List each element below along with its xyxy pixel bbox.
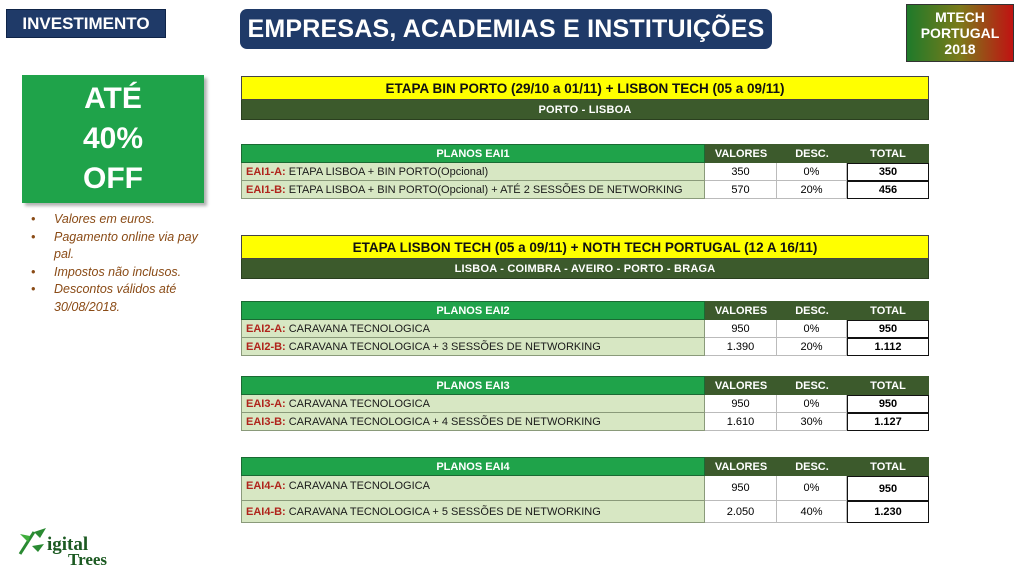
plan-description: ETAPA LISBOA + BIN PORTO(Opcional) + ATÉ 2 SESSÕES DE NETWORKING [288,183,683,196]
stage-title: ETAPA BIN PORTO (29/10 a 01/11) + LISBON TECH (05 a 09/11) [241,76,929,100]
plan-header: PLANOS EAI1 [241,144,705,163]
total-cell: 1.112 [847,338,929,356]
logo-text-trees: Trees [68,550,108,569]
total-cell: 1.230 [847,501,929,523]
promo-line: ATÉ [84,82,142,115]
mtech-portugal-logo [906,4,1014,62]
discount-cell: 0% [777,395,847,413]
note-item: • Impostos não inclusos. [28,264,208,282]
column-values: VALORES [705,376,777,395]
promo-line: 40% [82,122,144,155]
total-cell: 950 [847,320,929,338]
discount-cell: 20% [777,338,847,356]
column-total: TOTAL [847,376,929,395]
table-row [241,163,929,181]
value-cell: 350 [705,163,777,181]
column-values: VALORES [705,144,777,163]
column-discount: DESC. [777,457,847,476]
total-cell: 456 [847,181,929,199]
plan-name-cell [241,395,705,413]
value-cell: 2.050 [705,501,777,523]
column-values: VALORES [705,457,777,476]
column-discount: DESC. [777,144,847,163]
plan-code: EAI4-A: [246,480,286,492]
stage-banner-1 [241,76,929,120]
plan-description: CARAVANA TECNOLOGICA + 3 SESSÕES DE NETWORKING [288,340,601,353]
plan-name-cell [241,476,705,501]
promo-line: OFF [83,162,143,195]
mtech-logo-line: PORTUGAL [920,25,1000,41]
conditions-notes [28,211,208,316]
logo-text-digital: igital [47,534,89,555]
plan-header: PLANOS EAI3 [241,376,705,395]
stage-cities: PORTO - LISBOA [241,100,929,120]
plan-header: PLANOS EAI4 [241,457,705,476]
plan-name-cell [241,163,705,181]
plan-name-cell [241,181,705,199]
plan-description: CARAVANA TECNOLOGICA [288,322,430,335]
value-cell: 950 [705,476,777,501]
plan-code: EAI1-A: [246,165,286,178]
digital-trees-logo [16,522,126,568]
column-discount: DESC. [777,376,847,395]
plan-code: EAI1-B: [246,183,286,196]
value-cell: 950 [705,395,777,413]
table-row [241,476,929,501]
column-total: TOTAL [847,144,929,163]
plan-code: EAI4-B: [246,505,286,518]
plan-description: CARAVANA TECNOLOGICA [288,480,430,492]
note-item: • Valores em euros. [28,211,208,229]
stage-cities: LISBOA - COIMBRA - AVEIRO - PORTO - BRAGA [241,259,929,279]
mtech-logo-line: MTECH [935,9,985,25]
value-cell: 570 [705,181,777,199]
total-cell: 350 [847,163,929,181]
column-discount: DESC. [777,301,847,320]
plan-code: EAI3-A: [246,397,286,410]
table-row [241,413,929,431]
mtech-logo-line: 2018 [944,41,976,57]
investment-badge: INVESTIMENTO [6,9,166,38]
column-total: TOTAL [847,301,929,320]
plan-table-eai2 [241,301,929,356]
plan-code: EAI3-B: [246,415,286,428]
total-cell: 950 [847,476,929,501]
plan-table-eai4 [241,457,929,523]
plan-description: CARAVANA TECNOLOGICA [288,397,430,410]
plan-name-cell [241,320,705,338]
table-row [241,320,929,338]
plan-name-cell [241,338,705,356]
plan-header: PLANOS EAI2 [241,301,705,320]
plan-description: CARAVANA TECNOLOGICA + 4 SESSÕES DE NETWORKING [288,415,601,428]
table-row [241,395,929,413]
discount-cell: 40% [777,501,847,523]
plan-name-cell [241,501,705,523]
table-row [241,501,929,523]
column-values: VALORES [705,301,777,320]
discount-promo-box [22,75,204,203]
value-cell: 1.610 [705,413,777,431]
page-title: EMPRESAS, ACADEMIAS E INSTITUIÇÕES [240,9,772,49]
note-item: • Pagamento online via pay pal. [28,229,208,264]
plan-description: ETAPA LISBOA + BIN PORTO(Opcional) [288,165,489,178]
stage-banner-2 [241,235,929,279]
discount-cell: 0% [777,163,847,181]
plan-description: CARAVANA TECNOLOGICA + 5 SESSÕES DE NETWORKING [288,505,601,518]
plan-name-cell [241,413,705,431]
table-row [241,181,929,199]
column-total: TOTAL [847,457,929,476]
discount-cell: 0% [777,320,847,338]
plan-table-eai3 [241,376,929,431]
table-row [241,338,929,356]
plan-code: EAI2-B: [246,340,286,353]
discount-cell: 30% [777,413,847,431]
value-cell: 1.390 [705,338,777,356]
note-item: • Descontos válidos até 30/08/2018. [28,281,208,316]
total-cell: 950 [847,395,929,413]
total-cell: 1.127 [847,413,929,431]
discount-cell: 20% [777,181,847,199]
stage-title: ETAPA LISBON TECH (05 a 09/11) + NOTH TECH PORTUGAL (12 A 16/11) [241,235,929,259]
plan-code: EAI2-A: [246,322,286,335]
plan-table-eai1 [241,144,929,199]
value-cell: 950 [705,320,777,338]
discount-cell: 0% [777,476,847,501]
